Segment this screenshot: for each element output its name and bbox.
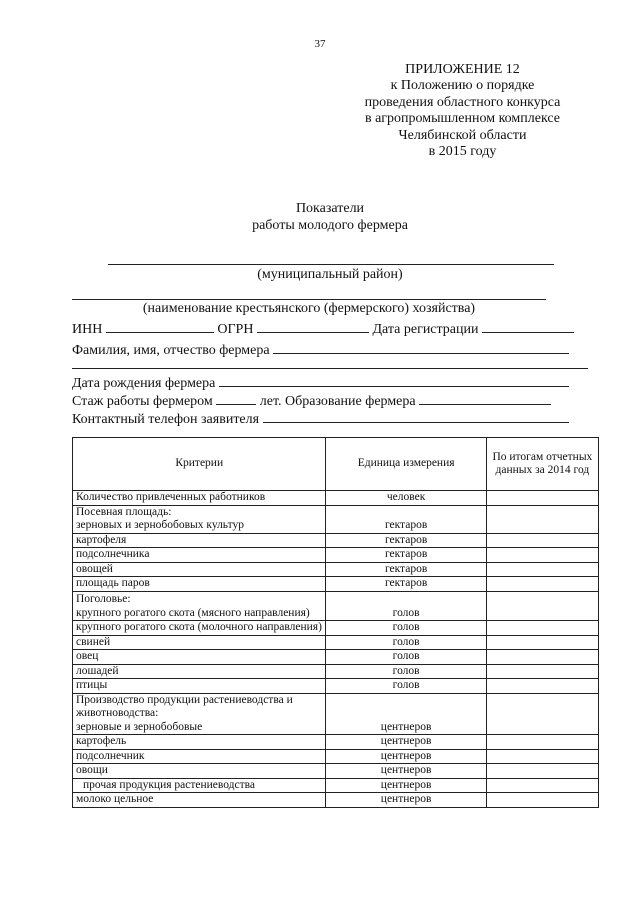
inn-field[interactable] (106, 320, 214, 333)
page-number: 37 (314, 38, 326, 50)
table-row (73, 533, 599, 548)
birth-date-field[interactable] (219, 374, 569, 387)
value-cell[interactable] (486, 533, 598, 548)
inn-ogrn-row (72, 320, 574, 336)
full-name-label: Фамилия, имя, отчество фермера (72, 343, 270, 358)
value-cell[interactable] (486, 548, 598, 563)
full-name-row (72, 341, 569, 357)
table-row (73, 562, 599, 577)
table-row (73, 693, 599, 735)
appendix-line: проведения областного конкурса (364, 94, 561, 110)
criterion-cell: овец (73, 650, 326, 665)
criterion-cell: свиней (73, 635, 326, 650)
criterion-cell: площадь паров (73, 577, 326, 592)
table-row (73, 548, 599, 563)
table-row (73, 591, 599, 621)
unit-cell: гектаров (326, 505, 486, 533)
appendix-header (340, 62, 585, 160)
unit-cell: центнеров (326, 749, 486, 764)
table-row (73, 764, 599, 779)
experience-label: Стаж работы фермером (72, 394, 213, 409)
unit-cell: центнеров (326, 793, 486, 808)
ogrn-field[interactable] (257, 320, 369, 333)
criterion-cell: картофель (73, 735, 326, 750)
unit-cell: голов (326, 621, 486, 636)
value-cell[interactable] (486, 621, 598, 636)
unit-cell: гектаров (326, 562, 486, 577)
unit-cell: человек (326, 491, 486, 506)
value-cell[interactable] (486, 735, 598, 750)
criterion-cell: птицы (73, 679, 326, 694)
criterion-cell: лошадей (73, 664, 326, 679)
header-unit: Единица измерения (326, 438, 486, 491)
criterion-group-heading: Посевная площадь: (76, 505, 172, 518)
table-row (73, 505, 599, 533)
table-row (73, 577, 599, 592)
value-cell[interactable] (486, 562, 598, 577)
value-cell[interactable] (486, 505, 598, 533)
full-name-continuation-line[interactable] (72, 368, 588, 369)
unit-cell: голов (326, 650, 486, 665)
table-row (73, 491, 599, 506)
criterion-cell: подсолнечника (73, 548, 326, 563)
value-cell[interactable] (486, 664, 598, 679)
criterion-cell (73, 591, 326, 621)
appendix-line: к Положению о порядке (390, 78, 535, 94)
birth-date-label: Дата рождения фермера (72, 376, 216, 391)
value-cell[interactable] (486, 764, 598, 779)
full-name-field[interactable] (273, 341, 569, 354)
experience-row (72, 392, 551, 408)
table-row (73, 635, 599, 650)
unit-cell: гектаров (326, 548, 486, 563)
registration-date-label: Дата регистрации (372, 322, 479, 337)
criterion-text: зерновые и зернобобовые (76, 720, 203, 733)
criterion-cell: картофеля (73, 533, 326, 548)
criterion-cell: прочая продукция растениеводства (73, 778, 326, 793)
experience-field[interactable] (216, 392, 256, 405)
value-cell[interactable] (486, 650, 598, 665)
phone-row (72, 410, 569, 426)
value-cell[interactable] (486, 577, 598, 592)
header-results: По итогам отчетных данных за 2014 год (486, 438, 598, 491)
value-cell[interactable] (486, 679, 598, 694)
unit-cell: гектаров (326, 577, 486, 592)
district-caption: (муниципальный район) (257, 267, 403, 282)
value-cell[interactable] (486, 778, 598, 793)
table-header-row (73, 438, 599, 491)
value-cell[interactable] (486, 793, 598, 808)
table-row (73, 793, 599, 808)
unit-cell: голов (326, 591, 486, 621)
value-cell[interactable] (486, 591, 598, 621)
title-line: работы молодого фермера (252, 218, 408, 233)
education-field[interactable] (419, 392, 551, 405)
table-row (73, 778, 599, 793)
criterion-text: зерновых и зернобобовых культур (76, 519, 244, 531)
table-row (73, 749, 599, 764)
header-criteria: Критерии (73, 438, 326, 491)
inn-label: ИНН (72, 322, 103, 337)
table-row (73, 621, 599, 636)
table-row (73, 679, 599, 694)
criterion-cell: Количество привлеченных работников (73, 491, 326, 506)
unit-cell: голов (326, 664, 486, 679)
registration-date-field[interactable] (482, 320, 574, 333)
farm-caption: (наименование крестьянского (фермерского) хозяйства) (142, 301, 476, 316)
value-cell[interactable] (486, 749, 598, 764)
ogrn-label: ОГРН (217, 322, 254, 337)
criterion-group-heading: Производство продукции растениеводства и животноводства: (76, 693, 293, 719)
district-field-line[interactable] (108, 264, 554, 265)
criterion-text: крупного рогатого скота (мясного направления) (76, 606, 310, 619)
value-cell[interactable] (486, 491, 598, 506)
criterion-cell (73, 693, 326, 735)
value-cell[interactable] (486, 693, 598, 735)
criteria-table (72, 437, 599, 808)
unit-cell: голов (326, 679, 486, 694)
unit-cell: центнеров (326, 778, 486, 793)
criterion-cell: подсолнечник (73, 749, 326, 764)
criterion-cell (73, 505, 326, 533)
value-cell[interactable] (486, 635, 598, 650)
document-title (0, 200, 640, 234)
table-row (73, 735, 599, 750)
unit-cell: центнеров (326, 735, 486, 750)
birth-date-row (72, 374, 569, 390)
education-label: лет. Образование фермера (259, 394, 416, 409)
criterion-cell: овощи (73, 764, 326, 779)
criterion-cell: молоко цельное (73, 793, 326, 808)
appendix-line: в 2015 году (428, 144, 497, 160)
criterion-cell: крупного рогатого скота (молочного направления) (73, 621, 326, 636)
farm-name-field-line[interactable] (72, 299, 546, 300)
phone-label: Контактный телефон заявителя (72, 412, 260, 427)
appendix-line: в агропромышленном комплексе (364, 111, 561, 127)
unit-cell: гектаров (326, 533, 486, 548)
unit-cell: голов (326, 635, 486, 650)
phone-field[interactable] (263, 410, 569, 423)
unit-cell: центнеров (326, 764, 486, 779)
appendix-line: ПРИЛОЖЕНИЕ 12 (405, 62, 520, 77)
table-row (73, 650, 599, 665)
appendix-line: Челябинской области (398, 127, 527, 143)
unit-cell: центнеров (326, 693, 486, 735)
table-row (73, 664, 599, 679)
title-line: Показатели (295, 201, 365, 216)
criterion-group-heading: Поголовье: (76, 593, 131, 605)
criterion-cell: овощей (73, 562, 326, 577)
